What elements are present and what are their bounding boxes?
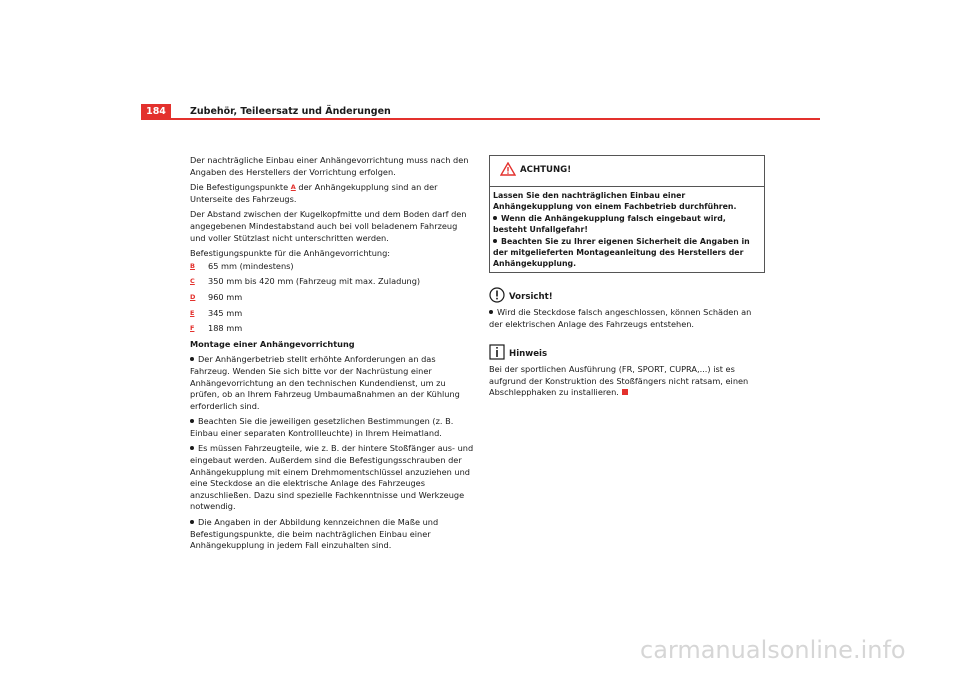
ref-marker-b[interactable]: B [190,261,195,270]
intro-paragraph: Der nachträgliche Einbau einer Anhängevorrichtung muss nach den Angaben des Herstellers der Vorrichtung erfolgen. [190,155,469,177]
watermark: carmanualsonline.info [640,636,906,664]
section-title: Montage einer Anhängevorrichtung [190,338,355,349]
warning-triangle-icon [500,162,516,176]
bullet-item [190,354,475,412]
header-divider [141,118,820,120]
bullet-icon [493,239,497,243]
ref-marker-a[interactable]: A [290,183,296,192]
ref-marker-f[interactable]: F [190,324,195,333]
bullet-icon [190,520,194,524]
warning-title: ACHTUNG! [520,165,572,175]
measurement-item [190,323,475,335]
bullet-icon [489,310,493,314]
measurement-value: 188 mm [208,323,243,334]
measurement-value: 960 mm [208,291,243,302]
mounting-points-heading: Befestigungspunkte für die Anhängevorrichtung: [190,248,391,259]
bullet-text: Es müssen Fahrzeugteile, wie z. B. der hintere Stoßfänger aus- und eingebaut werden. Außerdem sind die Befestigungsschrauben der Anhängekupplung mit einem Drehmomentschlüssel anzuziehen und eine Steckdose an die elektrische Anlage des Fahrzeuges anzuschließen. Dazu sind spezielle Fachkenntnisse und Werkzeuge notwendig. [190,443,474,512]
right-column [489,155,765,413]
warning-box [489,155,765,273]
left-column [190,155,475,556]
measurement-value: 345 mm [208,307,243,318]
ref-marker-d[interactable]: D [190,292,196,301]
warning-body [490,187,764,272]
ref-marker-c[interactable]: C [190,277,195,286]
measurement-item [190,261,475,273]
bullet-text: Beachten Sie zu Ihrer eigenen Sicherheit die Angaben in der mitgelieferten Montageanleitung des Herstellers der Anhängekupplung. [493,237,750,268]
page-title: Zubehör, Teileersatz und Änderungen [190,106,391,117]
warning-header [490,156,764,187]
caution-text-content: Wird die Steckdose falsch angeschlossen, können Schäden an der elektrischen Anlage des Fahrzeugs entstehen. [489,307,752,329]
measurement-item [190,292,475,304]
measurement-item [190,308,475,320]
bullet-icon [493,216,497,220]
bullet-icon [190,357,194,361]
bullet-icon [190,419,194,423]
note-text-content: Bei der sportlichen Ausführung (FR, SPORT, CUPRA,...) ist es aufgrund der Konstruktion des Stoßfängers nicht ratsam, einen Abschlepphaken zu installieren. [489,364,749,398]
measurement-value: 65 mm (mindestens) [208,260,294,271]
bullet-item [190,517,475,552]
measurement-value: 350 mm bis 420 mm (Fahrzeug mit max. Zuladung) [208,276,421,287]
caution-text [489,307,765,330]
measurement-list [190,261,475,335]
distance-paragraph: Der Abstand zwischen der Kugelkopfmitte und dem Boden darf den angegebenen Mindestabstand auch bei voll beladenem Fahrzeug und voller Stützlast nicht unterschritten werden. [190,209,467,243]
bullet-item [190,416,475,439]
warning-bullet [493,236,761,269]
bullet-icon [190,446,194,450]
bullet-text: Die Angaben in der Abbildung kennzeichnen die Maße und Befestigungspunkte, die beim nachträglichen Einbau einer Anhängekupplung in jedem Fall einzuhalten sind. [190,517,439,551]
bullet-text: Beachten Sie die jeweiligen gesetzlichen Bestimmungen (z. B. Einbau einer separaten Kontrollleuchte) in Ihrem Heimatland. [190,416,454,438]
measurement-item [190,276,475,288]
page-number: 184 [141,104,171,119]
caution-header [489,287,765,305]
note-title: Hinweis [509,349,548,360]
note-text [489,364,765,399]
mounting-points-paragraph [190,182,475,205]
caution-icon [489,287,505,303]
warning-intro: Lassen Sie den nachträglichen Einbau einer Anhängekupplung von einem Fachbetrieb durchführen. [493,191,737,211]
note-header [489,344,765,362]
warning-bullet [493,213,761,235]
ref-marker-e[interactable]: E [190,308,195,317]
info-note-icon [489,344,505,360]
text-fragment: der Anhängekupplung sind an der Unterseite des Fahrzeugs. [190,182,438,204]
bullet-item [190,443,475,513]
bullet-text: Wenn die Anhängekupplung falsch eingebaut wird, besteht Unfallgefahr! [493,214,726,234]
bullet-text: Der Anhängerbetrieb stellt erhöhte Anforderungen an das Fahrzeug. Wenden Sie sich bitte vor der Nachrüstung einer Anhängevorrichtung an den technischen Kundendienst, um zu prüfen, ob an Ihrem Fahrzeug Umbaumaßnahmen an der Kühlung erforderlich sind. [190,354,460,411]
caution-title: Vorsicht! [509,292,553,302]
text-fragment: Die Befestigungspunkte [190,182,289,193]
end-marker-icon [622,389,628,395]
